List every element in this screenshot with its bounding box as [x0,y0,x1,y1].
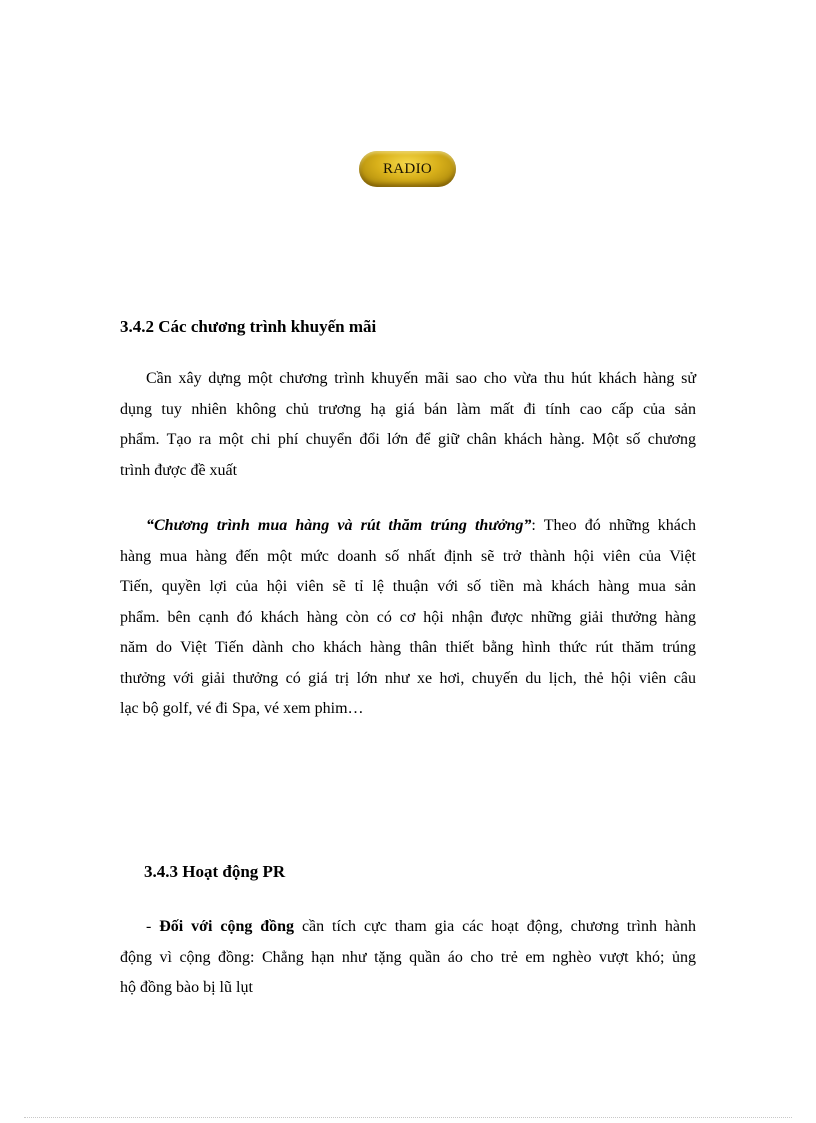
pr-community-paragraph [120,912,696,1004]
section-heading-promotions: 3.4.2 Các chương trình khuyến mãi [120,317,377,336]
paragraph-line: phẩm. bên cạnh đó khách hàng còn có cơ hội nhận được những giải thưởng hàng [120,608,696,626]
paragraph-line [120,511,696,542]
radio-badge [359,151,456,187]
paragraph-line: động vì cộng đồng: Chẳng hạn như tặng quần áo cho trẻ em nghèo vượt khó; ủng [120,948,696,966]
paragraph-line: lạc bộ golf, vé đi Spa, vé xem phim… [120,700,364,717]
pr-lead-dash: - [146,918,160,935]
paragraph-line: dụng tuy nhiên không chủ trương hạ giá bán làm mất đi tính cao cấp của sản [120,400,696,418]
paragraph-line: phẩm. Tạo ra một chi phí chuyển đổi lớn để giữ chân khách hàng. Một số chương [120,431,696,448]
paragraph-line: Tiến, quyền lợi của hội viên sẽ tỉ lệ thuận với số tiền mà khách hàng mua sản [120,578,696,595]
pr-lead-bold: Đối với cộng đồng [159,918,295,935]
radio-badge-label: RADIO [383,160,432,177]
promo-program-paragraph [120,511,696,725]
section-heading-pr: 3.4.3 Hoạt động PR [144,862,286,881]
page-bottom-divider [24,1117,792,1118]
paragraph-line: hàng mua hàng đến một mức doanh số nhất định sẽ trở thành hội viên của Việt [120,547,696,565]
promotions-intro-paragraph [120,364,696,486]
paragraph-line: năm do Việt Tiến dành cho khách hàng thân thiết bằng hình thức rút thăm trúng [120,639,696,656]
pr-first-rest: cần tích cực tham gia các hoạt động, chương trình hành [294,918,696,935]
promo-program-first-rest: : Theo đó những khách [531,517,696,534]
paragraph-line: trình được đề xuất [120,461,238,479]
paragraph-line: Cần xây dựng một chương trình khuyến mãi sao cho vừa thu hút khách hàng sử [146,370,696,387]
promo-program-title: “Chương trình mua hàng và rút thăm trúng thưởng” [146,517,532,534]
paragraph-line: hộ đồng bào bị lũ lụt [120,979,253,996]
paragraph-line: thưởng với giải thưởng có giá trị lớn như xe hơi, chuyến du lịch, thẻ hội viên câu [120,669,696,687]
paragraph-line [120,912,696,943]
